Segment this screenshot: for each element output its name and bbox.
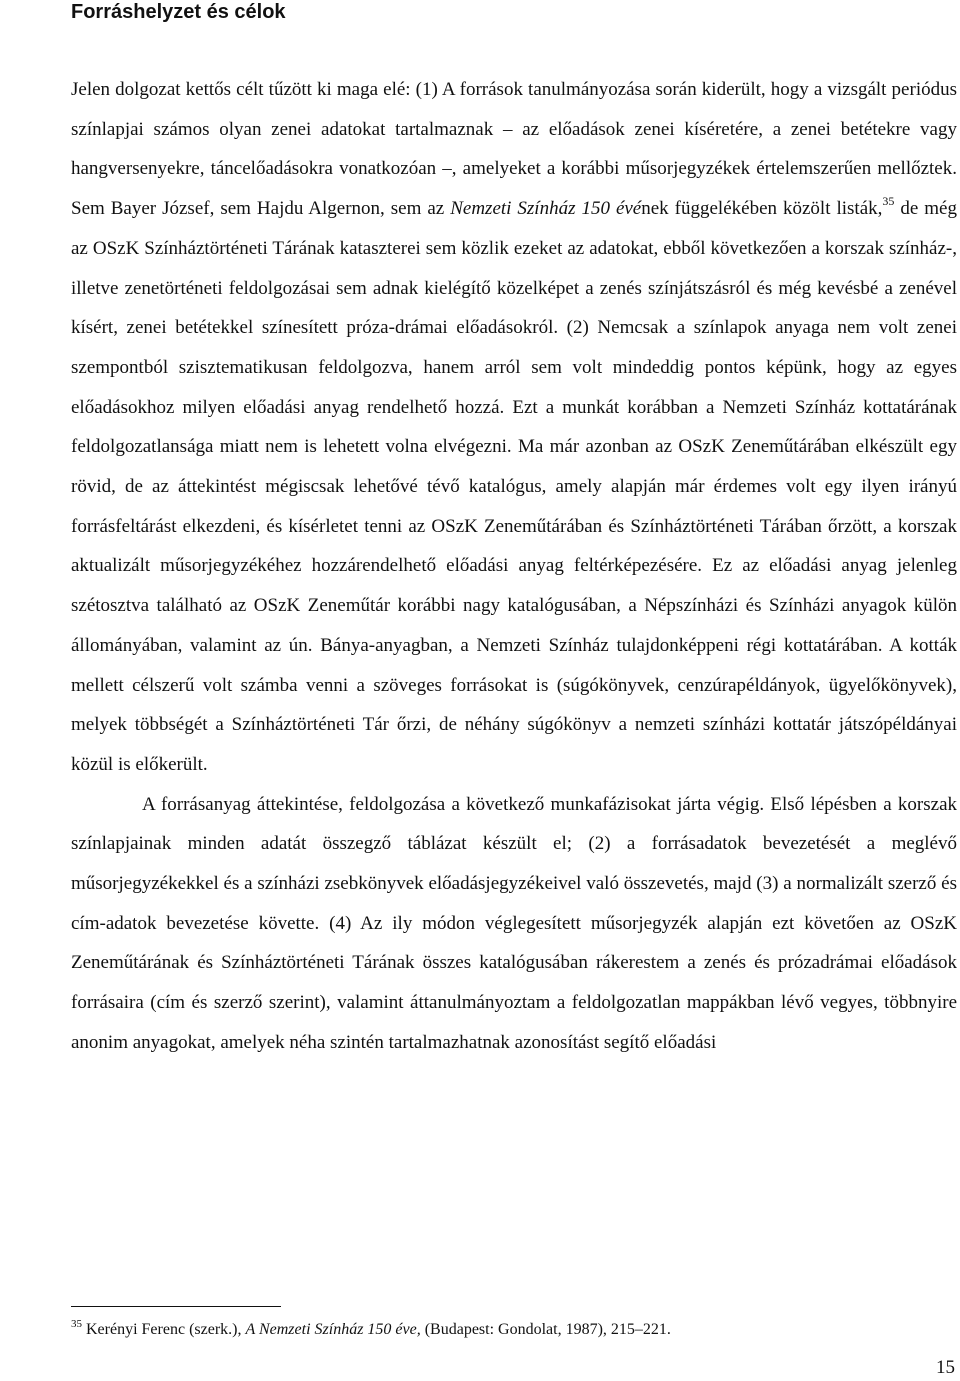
paragraph-1 — [71, 70, 957, 785]
book-title-italic: Nemzeti Színház 150 évé — [450, 198, 642, 220]
body-text — [71, 70, 957, 1063]
page-number: 15 — [936, 1357, 955, 1378]
paragraph-1-text-c: de még az OSzK Színháztörténeti Tárának kataszterei sem közlik ezeket az adatokat, ebből következően a korszak színház-, illetve zenetörténeti feldolgozásai sem adnak kielégítő közelképet a zenés színjátszásról és még kevésbé a zenével kísért, zenei betétekkel színesített próza-drámai előadásokról. (2) Nemcsak a színlapok anyaga nem volt zenei szempontból szisztematikusan feldolgozva, hanem arról sem volt mindeddig pontos képünk, hogy az egyes előadásokhoz milyen előadási anyag rendelhető hozzá. Ezt a munkát korábban a Nemzeti Színház kottatárának feldolgozatlansága miatt nem is lehetett volna elvégezni. Ma már azonban az OSzK Zeneműtárában elkészült egy rövid, de az áttekintést mégiscsak lehetővé tévő katalógus, amely alapján már érdemes volt egy ilyen irányú forrásfeltárást elkezdeni, és kísérletet tenni az OSzK Zeneműtárában és Színháztörténeti Tárában őrzött, a korszak aktualizált műsorjegyzékéhez hozzárendelhető előadási anyag feltérképezésére. Ez az előadási anyag jelenleg szétosztva található az OSzK Zeneműtár korábbi nagy katalógusában, a Népszínházi és Színházi anyagok külön állományában, valamint az ún. Bánya-anyagban, a Nemzeti Színház tulajdonképpeni régi kottatárában. A kották mellett célszerű volt számba venni a szöveges forrásokat is (súgókönyvek, cenzúrapéldányok, ügyelőkönyvek), melyek többségét a Színháztörténeti Tár őrzi, de néhány súgókönyv a nemzeti színházi kottatár játszópéldányai közül is előkerült. — [71, 198, 957, 775]
paragraph-1-text-a: Jelen dolgozat kettős célt tűzött ki maga elé: (1) A források tanulmányozása során kiderült, hogy a vizsgált periódus színlapjai számos olyan zenei adatokat tartalmaznak – az előadások zenei kíséretére, a zenei betétekre vagy hangversenyekre, táncelőadásokra vonatkozóan –, amelyeket a korábbi műsorjegyzékek értelemszerűen mellőztek. Sem Bayer József, sem Hajdu Algernon, sem az — [71, 79, 957, 220]
footnote-text-a: Kerényi Ferenc (szerk.), — [82, 1321, 246, 1338]
footnote — [71, 1319, 951, 1341]
section-heading: Forráshelyzet és célok — [71, 1, 286, 23]
footnote-divider — [71, 1306, 281, 1307]
footnote-number: 35 — [71, 1318, 82, 1330]
footnote-text-b: (Budapest: Gondolat, 1987), 215–221. — [420, 1321, 671, 1338]
footnote-title-italic: A Nemzeti Színház 150 éve, — [245, 1321, 421, 1338]
footnote-reference[interactable]: 35 — [882, 194, 895, 209]
paragraph-1-text-b: nek függelékében közölt listák, — [641, 198, 883, 220]
paragraph-2: A forrásanyag áttekintése, feldolgozása a következő munkafázisokat járta végig. Első lépésben a korszak színlapjainak minden adatát összegző táblázat készült el; (2) a forrásadatok bevezetését a meglévő műsorjegyzékekkel és a színházi zsebkönyvek előadásjegyzékeivel való összevetés, majd (3) a normalizált szerző és cím-adatok bevezetése követte. (4) Az ily módon véglegesített műsorjegyzék alapján ezt követően az OSzK Zeneműtárának és Színháztörténeti Tárának összes katalógusában rákerestem a zenés és prózadrámai előadások forrásaira (cím és szerző szerint), valamint áttanulmányoztam a feldolgozatlan mappákban lévő vegyes, többnyire anonim anyagokat, amelyek néha szintén tartalmazhatnak azonosítást segítő előadási — [71, 793, 957, 1053]
